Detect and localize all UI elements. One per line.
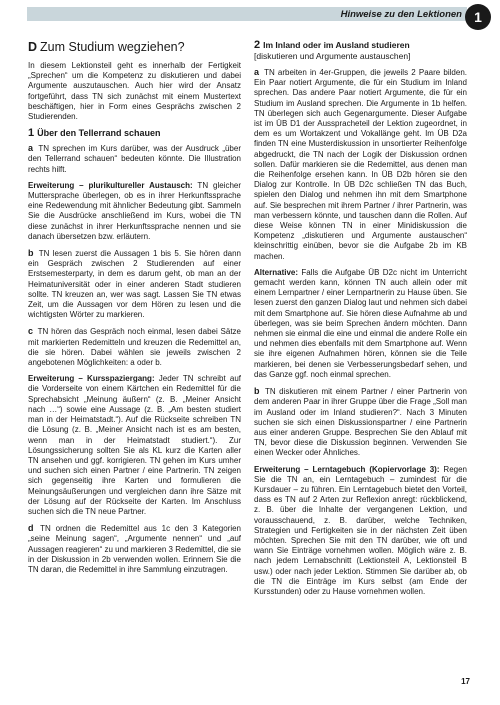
subsection-1-title: Über den Tellerrand schauen — [37, 128, 161, 139]
subsection-1-heading — [28, 128, 241, 139]
erweiterung-2-text: Jeder TN schreibt auf die Vorderseite von einem Kärtchen ein Redemittel für die Sprechabsicht „Meinung äußern“ (z. B. „Meiner Ansicht nach …“) sowie eine Aussage (z. B. „Am besten studiert man in der Heimatstadt.“). Auf die Rückseite schreiben TN die Lösung (z. B. „Meiner Ansicht nach ist es am besten, wenn man in der Heimatstadt studiert.“). Zur Lösungssicherung sollten Sie als KL kurz die Karten aller TN ansehen und ggf. korrigieren. TN gehen im Kurs umher und suchen sich einen Partner / eine Partnerin. TN zeigen sich gegenseitig ihre Karten und formulieren die Meinungsäußerungen und vergleichen dann ihre Sätze mit der Lösung auf der Rückseite der Karten. Im Anschluss suchen sich die TN neue Partner. — [28, 374, 241, 516]
paragraph-1b-text: TN lesen zuerst die Aussagen 1 bis 5. Sie hören dann ein Gespräch zwischen 2 Studierenden auf einer Erstsemesterparty, in dem es darum geht, ob man an der Heimatuniversität oder in einer anderen Stadt studieren sollte. TN kreuzen an, wer was sagt. Lassen Sie TN etwas Zeit, um die Aussagen vor dem Hören zu lesen und die wichtigsten Wörter zu markieren. — [28, 249, 241, 320]
chapter-badge: 1 — [465, 4, 491, 30]
section-title: Zum Studium wegziehen? — [40, 40, 185, 54]
erweiterung-3-text: Regen Sie die TN an, ein Lerntagebuch – zumindest für die Kursdauer – zu führen. Ein Lerntagebuch bietet den Vorteil, dass es TN auf 2 Arten zur Reflexion anregt: rückblickend, z. B. über die Inhalte der vergangenen Lektion, und vorausschauend, z. B. darüber, welche Techniken, Strategien und Fertigkeiten sie in der nächsten Zeit üben möchten. Sprechen Sie mit den TN darüber, wie oft und wann Sie Einträge vornehmen wollen. Möglich wäre z. B. nach jedem Lernabschnitt (Lektionsteil A, Lektionsteil B usw.) oder nach jeder Lektion. Stimmen Sie darüber ab, ob die TN die Einträge im Kurs selbst (am Ende der Kursstunden) oder zu Hause vornehmen wollen. — [254, 464, 467, 596]
section-heading — [28, 40, 241, 55]
paragraph-2a-letter: a — [254, 67, 260, 77]
erweiterung-2-title: Erweiterung – Kursspaziergang: — [28, 374, 155, 384]
alternative-title: Alternative: — [254, 267, 299, 277]
paragraph-2a — [254, 67, 467, 262]
subsection-2-title: Im Inland oder im Ausland studieren — [263, 40, 410, 50]
erweiterung-1-text: TN gleicher Muttersprache überlegen, ob es in ihrer Herkunftssprache eine Redewendung mit ähnlicher Bedeutung gibt. Sammeln Sie die Ausdrücke anschließend im Kurs, wobei die TN diese zunächst in ihrer Herkunftssprache nennen und sie danach übersetzen bzw. erläutern. — [28, 180, 242, 241]
paragraph-erweiterung-1 — [28, 181, 241, 242]
subsection-1-number: 1 — [28, 127, 35, 140]
paragraph-2b-letter: b — [254, 386, 260, 397]
paragraph-2b — [254, 386, 467, 458]
paragraph-1d-text: TN ordnen die Redemittel aus 1c den 3 Kategorien „seine Meinung sagen“, „Argumente nennen“ und „auf Aussagen reagieren“ zu und markieren 3 Redemittel, die sie in der Diskussion in 2b verwenden wollen. Erinnern Sie die TN daran, die Redemittel in ihre Sammlung einzutragen. — [28, 524, 242, 574]
running-header: Hinweise zu den Lektionen — [340, 9, 462, 20]
paragraph-1d — [28, 523, 241, 575]
section-intro: In diesem Lektionsteil geht es innerhalb der Fertigkeit „Sprechen“ um die Kompetenz zu diskutieren und dabei Argumente auszutauschen. Auch hier wird der Ansatz fortgeführt, dass TN sich zunächst mit einem Mustertext beschäftigen, hier in Form eines Gesprächs zwischen 2 Studierenden. — [28, 61, 241, 122]
paragraph-2b-text: TN diskutieren mit einem Partner / einer Partnerin von dem anderen Paar in ihrer Gruppe über die Frage „Soll man im Ausland oder im Inland studieren?“. Nach 3 Minuten suchen sie sich einen Diskussionspartner / eine Partnerin aus einer anderen Gruppe. Besprechen Sie den Ablauf mit TN, bevor diese die Diskussion beginnen. Verwenden Sie einen Wecker oder Ähnliches. — [254, 387, 467, 458]
subsection-2-subtitle: [diskutieren und Argumente austauschen] — [254, 50, 411, 61]
paragraph-1c-letter: c — [28, 326, 34, 337]
paragraph-1c-text: TN hören das Gespräch noch einmal, lesen dabei Sätze mit markierten Redemitteln und kreuzen die Redemittel an, die sie hören. Dabei wählen sie jeweils zwischen 2 angebotenen Möglichkeiten: a oder b. — [28, 327, 242, 368]
page-number: 17 — [461, 677, 470, 686]
paragraph-1d-letter: d — [28, 523, 34, 534]
erweiterung-3-title: Erweiterung – Lerntagebuch (Kopiervorlage 3): — [254, 464, 440, 474]
paragraph-1a-letter: a — [28, 143, 34, 154]
paragraph-1a-text: TN sprechen im Kurs darüber, was der Ausdruck „über den Tellerrand schauen“ bedeuten könnte. Die Illustration rechts hilft. — [28, 144, 241, 174]
alternative-text: Falls die Aufgabe ÜB D2c nicht im Unterricht gemacht werden kann, können TN auch allein oder mit einem Lernpartner / einer Lernpartnerin zu Hause üben. Sie lesen zuerst den ganzen Dialog laut und nehmen sich dabei mit dem Smartphone auf. Sie hören diese Aufnahme ab und überlegen, was sie beim Sprechen ändern möchten. Dann nehmen sie einmal die eine und einmal die andere Rolle ein und nehmen dies ebenfalls mit dem Smartphone auf. Wenn sie ihre eigenen Aufnahmen hören, können sie die Teile markieren, bei denen sie Verbesserungsbedarf sehen, und das Ganze ggf. noch einmal sprechen. — [254, 267, 467, 379]
subsection-2-heading — [254, 40, 467, 61]
paragraph-1c — [28, 326, 241, 368]
paragraph-erweiterung-2 — [28, 374, 241, 517]
paragraph-1b-letter: b — [28, 248, 34, 259]
section-letter: D — [28, 40, 38, 54]
paragraph-2a-text: TN arbeiten in 4er-Gruppen, die jeweils 2 Paare bilden. Ein Paar notiert Argumente, die für ein Studium im Inland sprechen. Das andere Paar notiert Argumente, die für ein Studium im Ausland sprechen. Die Argumente in 1b helfen. TN überlegen sich auch Gegenargumente. Dieser Aufgabe ist im ÜB D1 der Ausspracheteil der Lektion zugeordnet, in dem es um Wortakzent und Vokallänge geht. Im ÜB D2a finden TN eine Musterdiskussion in unsortierter Reihenfolge abgedruckt, die TN nach der Logik der Diskussion ordnen sollen. Dafür markieren sie die Redemittel, aus denen man die Reihenfolge ersehen kann. In ÜB D2b hören sie den Dialog zur Kontrolle. In ÜB D2c schließen TN das Buch, spielen den Dialog und nehmen ihn mit dem Smartphone auf. Sie besprechen mit ihrem Partner / ihrer Partnerin, was man verbessern könnte, und tauschen dann die Rollen. Auf diese Weise können TN in einer Minidiskussion die Kompetenz „diskutieren und Argumente austauschen“ kleinschrittig einüben, bevor sie die Aufgabe 2b im KB machen. — [254, 68, 468, 261]
paragraph-1b — [28, 248, 241, 320]
erweiterung-1-title: Erweiterung – plurikultureller Austausch: — [28, 180, 193, 190]
right-column — [254, 40, 467, 603]
paragraph-1a — [28, 143, 241, 175]
paragraph-alternative — [254, 268, 467, 380]
paragraph-erweiterung-3 — [254, 465, 467, 598]
subsection-2-number: 2 — [254, 39, 261, 51]
left-column — [28, 40, 241, 581]
